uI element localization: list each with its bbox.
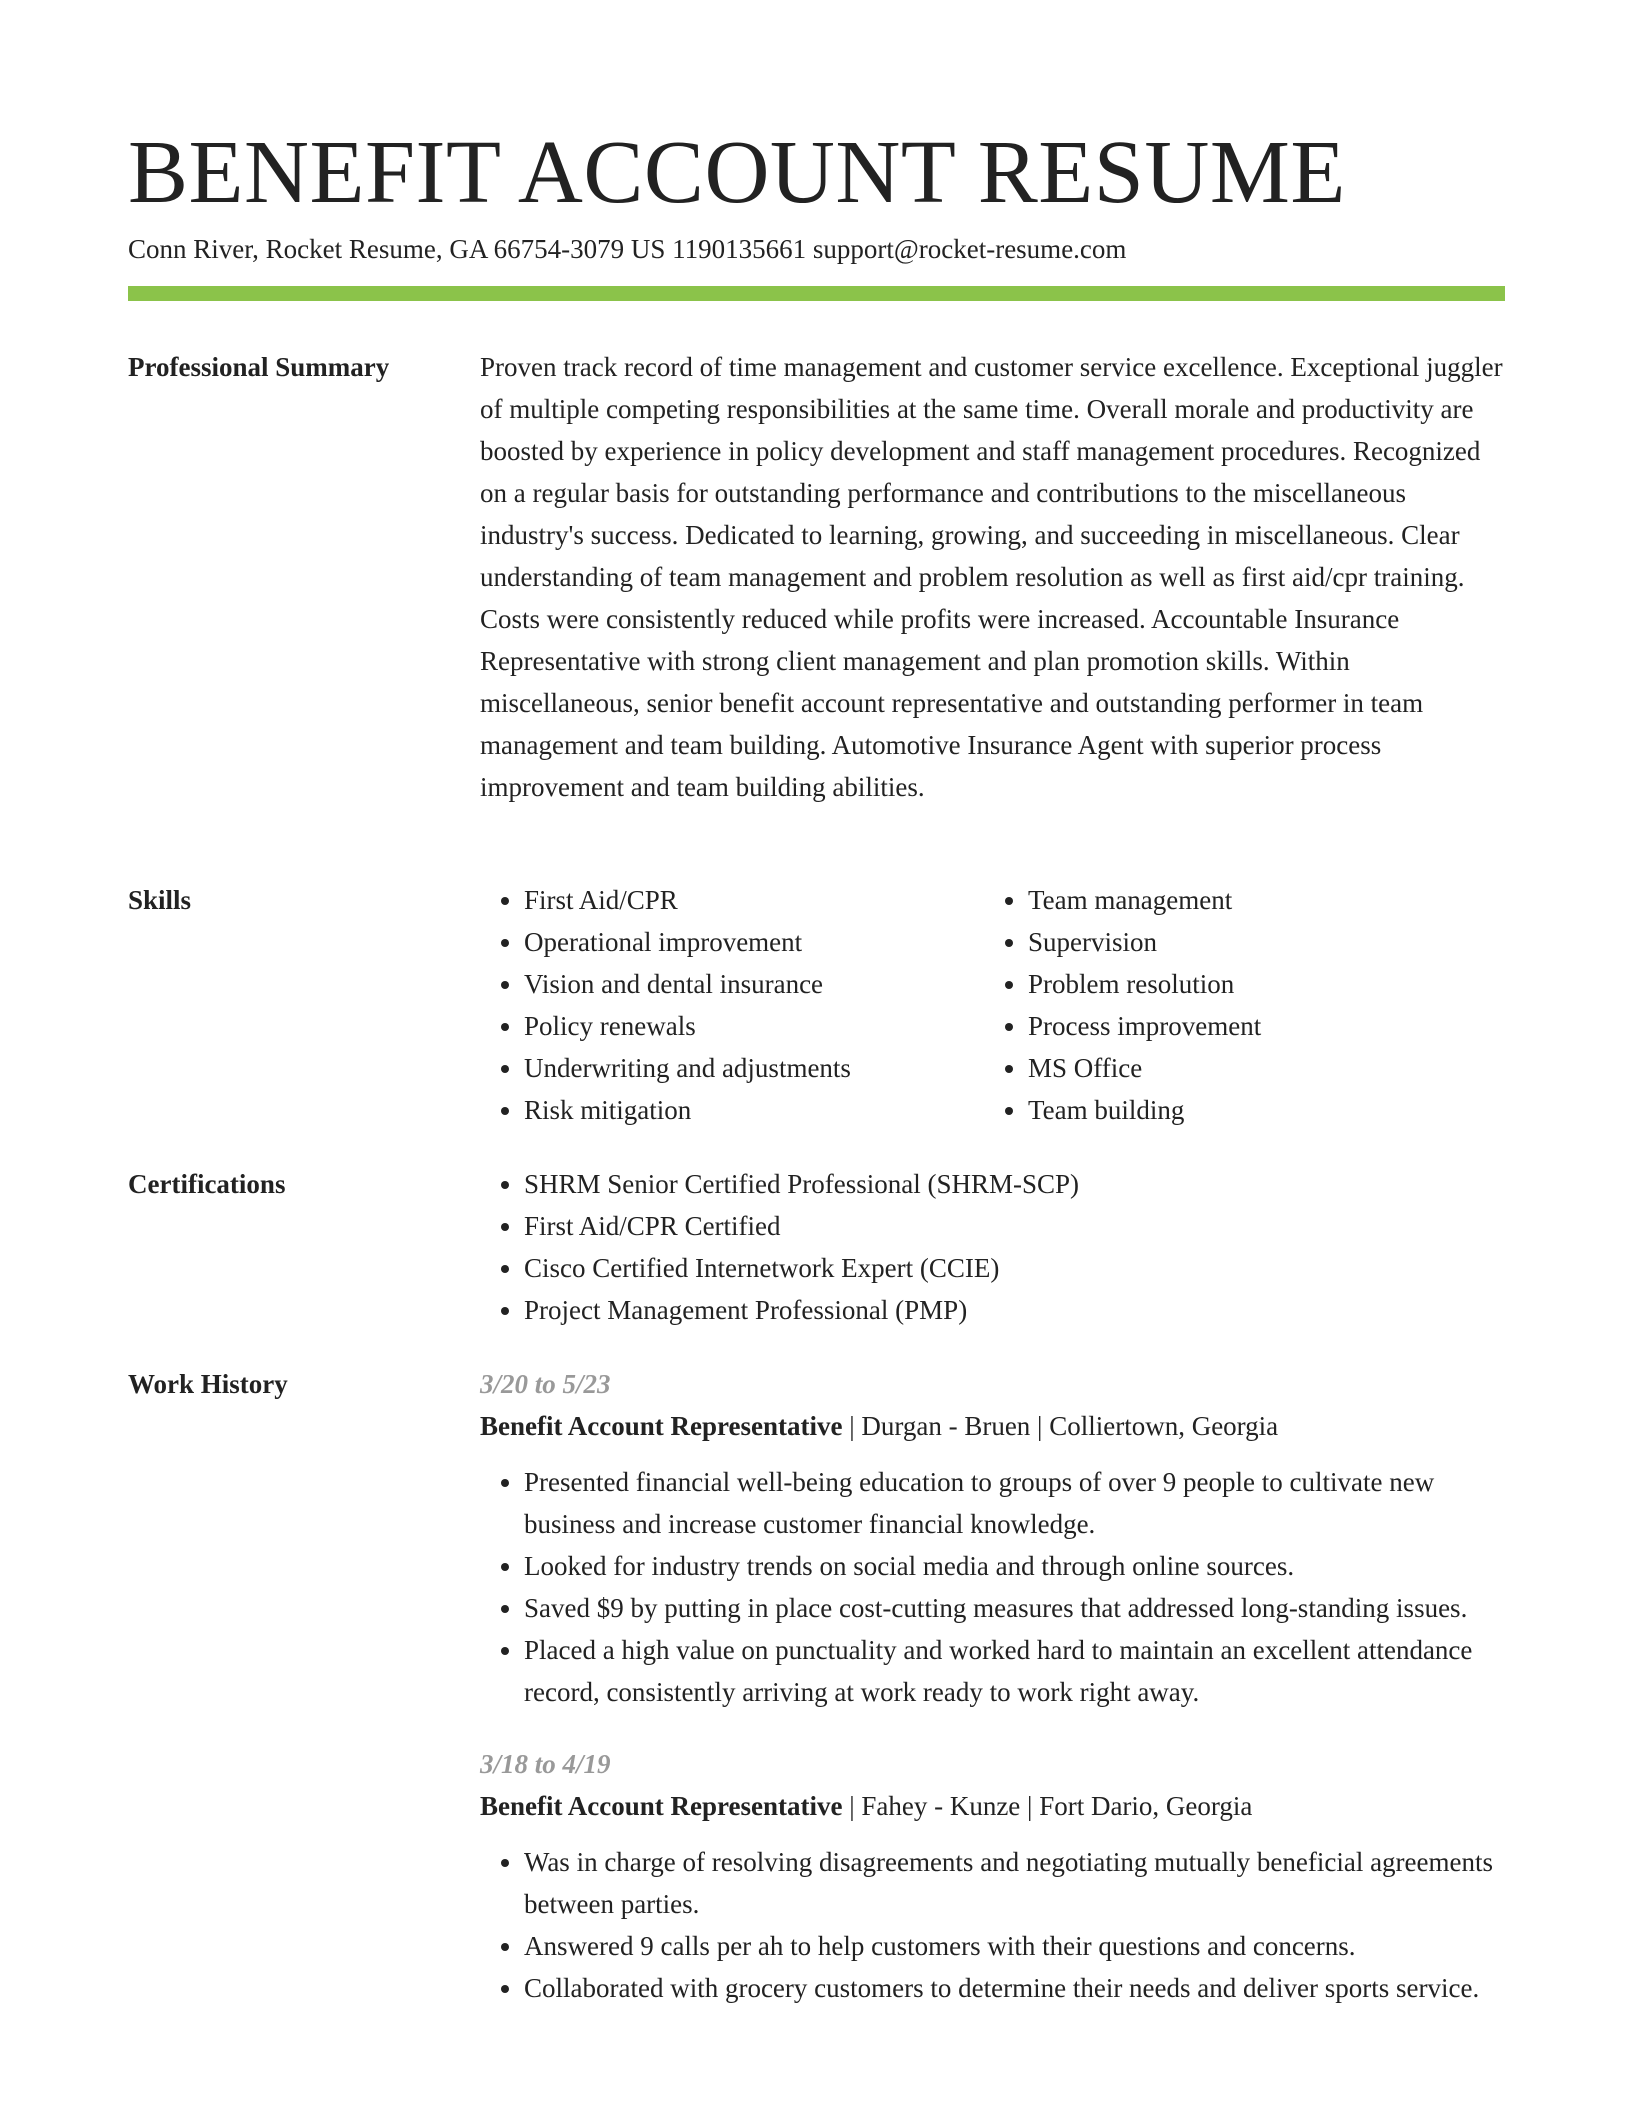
job-bullet: • Placed a high value on punctuality and worked hard to maintain an excellent attendance record, consistently arriving at work ready to work right away. — [524, 1629, 1505, 1713]
certification-item: • SHRM Senior Certified Professional (SHRM-SCP) — [524, 1163, 1505, 1205]
contact-line: Conn River, Rocket Resume, GA 66754-3079 US 1190135661 support@rocket-resume.com — [128, 234, 1127, 264]
certification-item: • Project Management Professional (PMP) — [524, 1289, 1505, 1331]
skill-item: • Policy renewals — [524, 1005, 984, 1047]
job-bullet: • Answered 9 calls per ah to help customers with their questions and concerns. — [524, 1925, 1505, 1967]
job-employer-location: | Fahey - Kunze | Fort Dario, Georgia — [842, 1791, 1253, 1821]
resume-title: BENEFIT ACCOUNT RESUME — [128, 123, 1346, 222]
skill-item: • Supervision — [1028, 921, 1488, 963]
skill-item: • Process improvement — [1028, 1005, 1488, 1047]
skill-item: • Risk mitigation — [524, 1089, 984, 1131]
skills-column-left — [480, 879, 984, 1131]
certification-item: • First Aid/CPR Certified — [524, 1205, 1505, 1247]
job-dates: 3/18 to 4/19 — [480, 1749, 611, 1779]
certifications-heading: Certifications — [128, 1169, 286, 1199]
job-bullet: • Collaborated with grocery customers to determine their needs and deliver sports service. — [524, 1967, 1505, 2009]
skill-item: • Vision and dental insurance — [524, 963, 984, 1005]
summary-text: Proven track record of time management and customer service excellence. Exceptional juggler of multiple competing responsibilities at the same time. Overall morale and productivity are boosted by experience in policy development and staff management procedures. Recognized on a regular basis for outstanding performance and contributions to the miscellaneous industry's success. Dedicated to learning, growing, and succeeding in miscellaneous. Clear understanding of team management and problem resolution as well as first aid/cpr training. Costs were consistently reduced while profits were increased. Accountable Insurance Representative with strong client management and plan promotion skills. Within miscellaneous, senior benefit account representative and outstanding performer in team management and team building. Automotive Insurance Agent with superior process improvement and team building abilities. — [480, 352, 1503, 802]
skill-item: • MS Office — [1028, 1047, 1488, 1089]
certification-item: • Cisco Certified Internetwork Expert (CCIE) — [524, 1247, 1505, 1289]
job-header — [480, 1405, 1505, 1447]
job-title: Benefit Account Representative — [480, 1411, 843, 1441]
job-bullet: • Was in charge of resolving disagreements and negotiating mutually beneficial agreements between parties. — [524, 1841, 1505, 1925]
job-entry — [480, 1363, 1505, 1713]
summary-body — [480, 346, 1505, 808]
summary-heading: Professional Summary — [128, 352, 390, 382]
job-bullet: • Presented financial well-being education to groups of over 9 people to cultivate new business and increase customer financial knowledge. — [524, 1461, 1505, 1545]
job-bullet: • Looked for industry trends on social media and through online sources. — [524, 1545, 1505, 1587]
skills-column-right — [984, 879, 1488, 1131]
skill-item: • Team building — [1028, 1089, 1488, 1131]
work-history-heading: Work History — [128, 1369, 288, 1399]
skill-item: • Team management — [1028, 879, 1488, 921]
skill-item: • Problem resolution — [1028, 963, 1488, 1005]
certifications-body — [480, 1163, 1505, 1331]
skills-grid — [480, 879, 1505, 1131]
job-employer-location: | Durgan - Bruen | Colliertown, Georgia — [842, 1411, 1279, 1441]
job-bullet: • Saved $9 by putting in place cost-cutting measures that addressed long-standing issues. — [524, 1587, 1505, 1629]
skill-item: • Operational improvement — [524, 921, 984, 963]
job-entry — [480, 1743, 1505, 2009]
job-header — [480, 1785, 1505, 1827]
work-history-body — [480, 1363, 1505, 2039]
job-title: Benefit Account Representative — [480, 1791, 843, 1821]
skill-item: • First Aid/CPR — [524, 879, 984, 921]
job-dates: 3/20 to 5/23 — [480, 1369, 611, 1399]
header-divider — [128, 286, 1505, 301]
skills-heading: Skills — [128, 885, 192, 915]
skill-item: • Underwriting and adjustments — [524, 1047, 984, 1089]
